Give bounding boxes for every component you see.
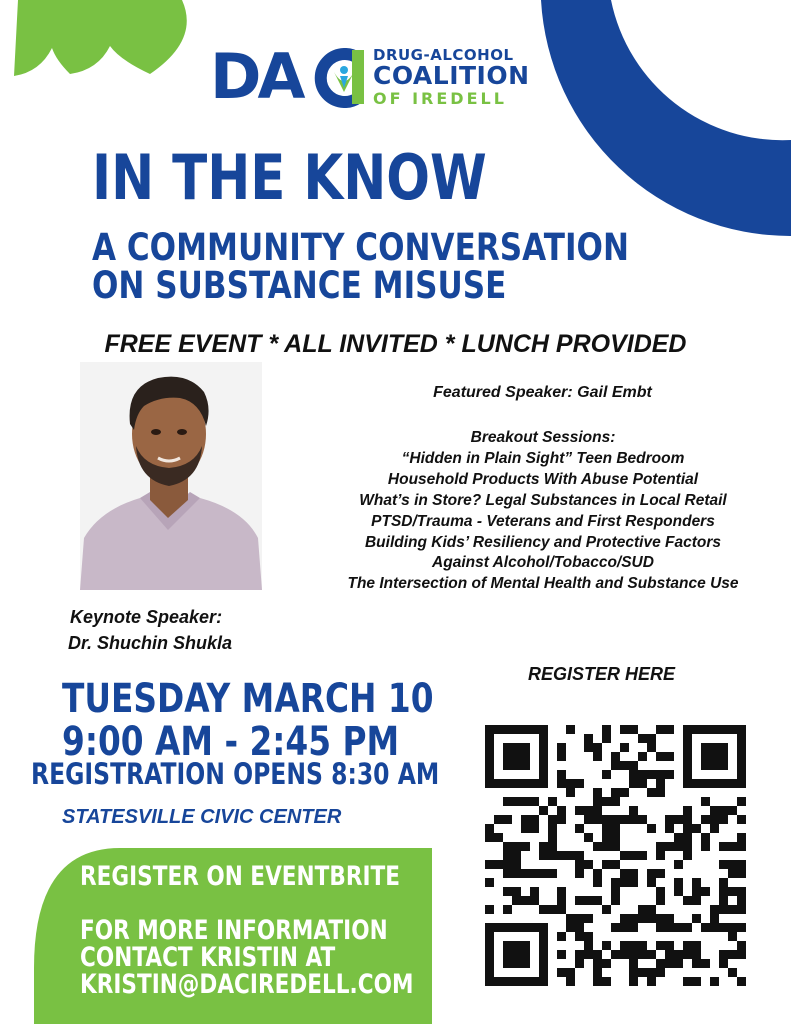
event-venue: STATESVILLE CIVIC CENTER	[62, 806, 342, 828]
session-item: Building Kids’ Resiliency and Protective Factors	[364, 533, 721, 551]
qr-code-icon	[475, 713, 755, 1008]
top-right-blue-arc	[541, 0, 791, 236]
contact-info-line-2: CONTACT KRISTIN AT	[80, 942, 336, 973]
logo-letters: DA	[210, 40, 302, 113]
logo-line-3: OF IREDELL	[373, 89, 507, 108]
event-date: TUESDAY MARCH 10	[62, 676, 434, 722]
logo-line-2: COALITION	[373, 61, 530, 90]
session-item: Against Alcohol/Tobacco/SUD	[432, 554, 654, 572]
subtitle-line-1: A COMMUNITY CONVERSATION	[92, 226, 629, 269]
breakout-heading: Breakout Sessions:	[470, 429, 616, 446]
session-item: Household Products With Abuse Potential	[387, 470, 699, 488]
keynote-name: Dr. Shuchin Shukla	[68, 633, 233, 653]
register-here-label: REGISTER HERE	[528, 664, 676, 684]
subtitle-line-2: ON SUBSTANCE MISUSE	[92, 264, 507, 307]
registration-qr-code[interactable]	[475, 713, 755, 1008]
session-item: PTSD/Trauma - Veterans and First Responders	[371, 512, 715, 530]
registration-time: REGISTRATION OPENS 8:30 AM	[31, 757, 440, 791]
event-time: 9:00 AM - 2:45 PM	[62, 719, 400, 765]
top-left-green-shape	[0, 0, 190, 80]
contact-info-line-1: FOR MORE INFORMATION	[80, 915, 388, 946]
breakout-sessions	[300, 428, 786, 595]
session-item: The Intersection of Mental Health and Substance Use	[347, 575, 739, 593]
keynote-label: Keynote Speaker:	[70, 607, 223, 627]
session-item: What’s in Store? Legal Substances in Local Retail	[359, 491, 727, 509]
register-eventbrite-text: REGISTER ON EVENTBRITE	[80, 861, 400, 892]
featured-speaker: Featured Speaker: Gail Embt	[433, 384, 652, 401]
logo-green-bar	[352, 50, 364, 104]
page-title: IN THE KNOW	[92, 141, 487, 214]
person-silhouette-logo-icon	[314, 48, 374, 108]
keynote-speaker-photo	[80, 362, 262, 590]
daci-logo	[210, 40, 530, 113]
session-item: “Hidden in Plain Sight” Teen Bedroom	[401, 449, 685, 467]
contact-email[interactable]: KRISTIN@DACIREDELL.COM	[80, 969, 414, 1000]
logo-line-1: DRUG-ALCOHOL	[373, 46, 514, 64]
event-tagline: FREE EVENT * ALL INVITED * LUNCH PROVIDED	[104, 330, 687, 358]
